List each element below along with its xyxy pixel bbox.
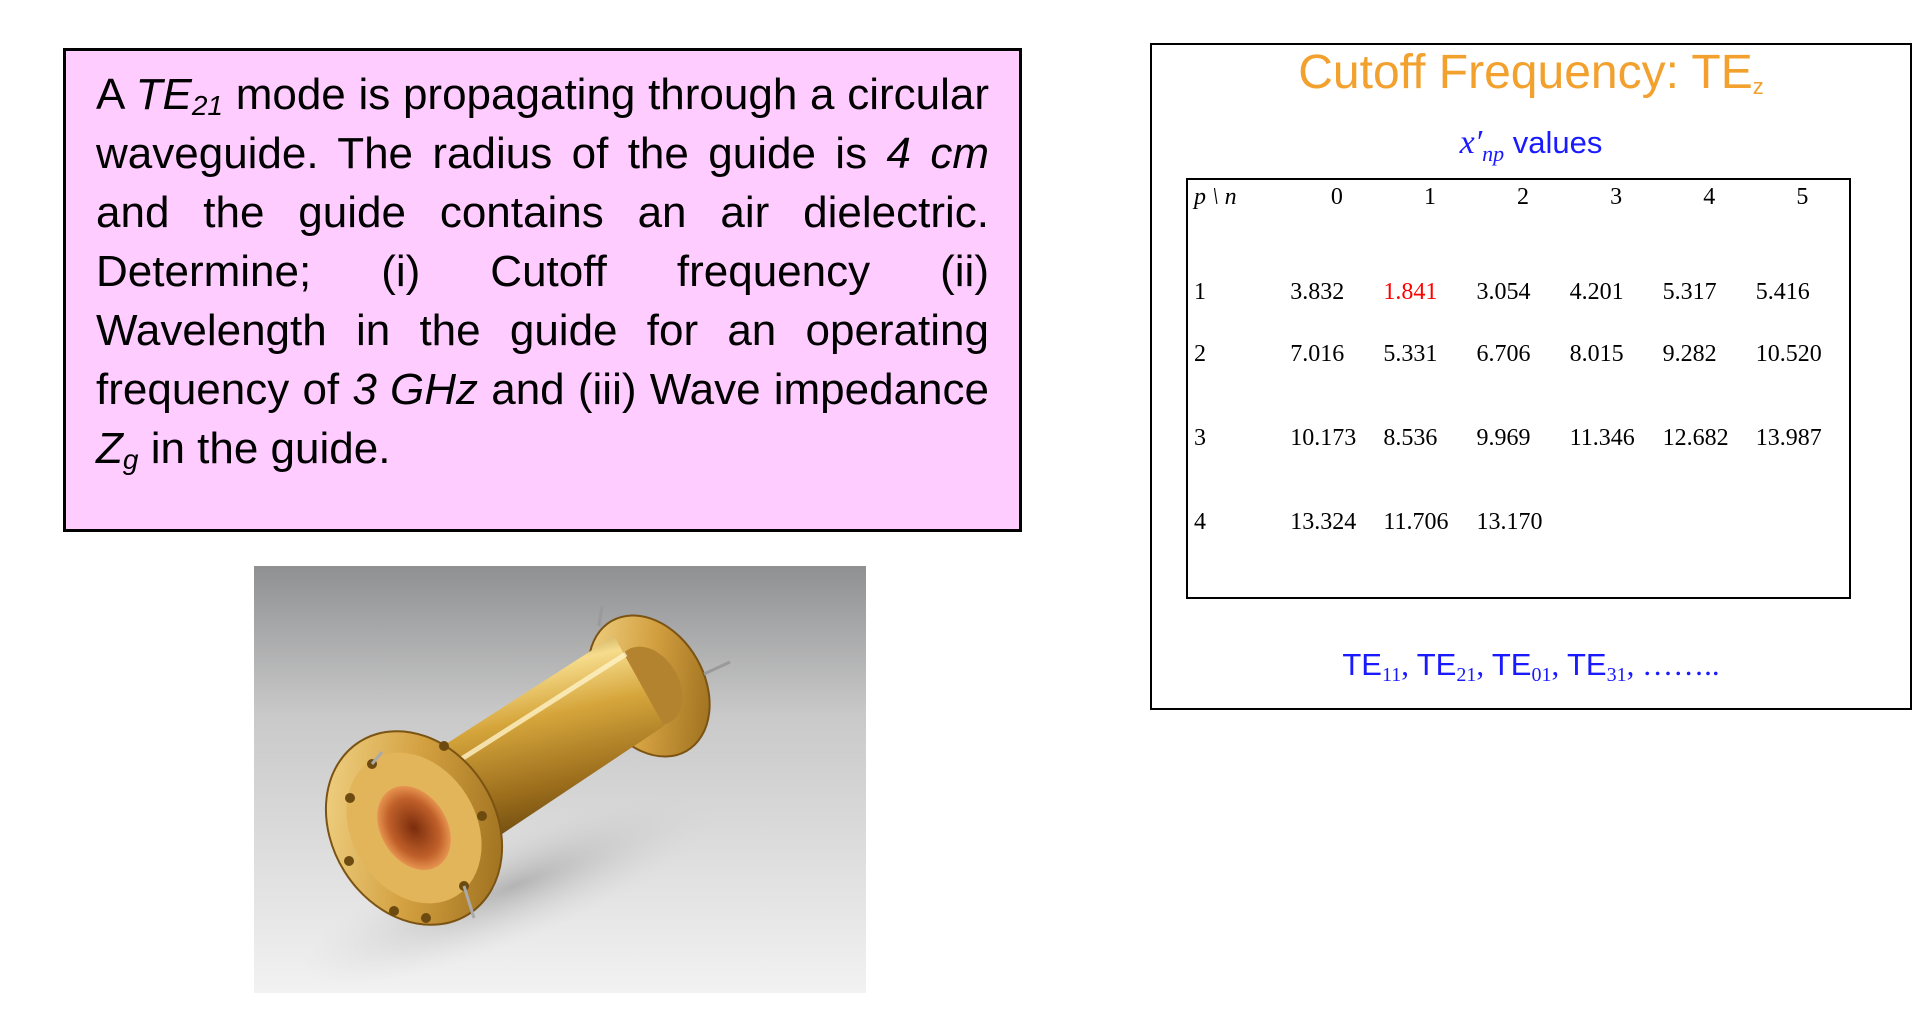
table-cell: 5.331 (1383, 340, 1438, 367)
problem-text-part: and the guide contains an air dielectric. Determine; (i) Cutoff frequency (ii) Wavelength in the guide for an operating frequency of (96, 188, 989, 414)
table-cell: 4.201 (1569, 279, 1624, 305)
table-row (1190, 222, 1849, 312)
table-cell: 9.969 (1476, 424, 1531, 451)
row-header: 4 (1194, 508, 1206, 535)
table-cell: 5.317 (1662, 279, 1717, 305)
impedance-symbol: $Z_g$ (96, 424, 139, 475)
table-cell: 11.346 (1569, 424, 1635, 451)
row-header: 3 (1194, 424, 1206, 451)
table-corner-label: p \ n (1194, 184, 1237, 210)
row-header: 2 (1194, 340, 1206, 367)
xnp-symbol: $x'_{np}$ (1459, 124, 1505, 166)
table-cell: 10.520 (1755, 340, 1822, 367)
table-cell: 13.170 (1476, 508, 1543, 535)
mode-list: $TE_{11}$, $TE_{21}$, $TE_{01}$, $TE_{31}$, …….. (1342, 647, 1720, 686)
table-cell: 13.987 (1755, 424, 1822, 451)
table-cell: 5.416 (1755, 279, 1810, 305)
table-cell: 6.706 (1476, 340, 1531, 367)
table-cell: 9.282 (1662, 340, 1717, 367)
xnp-table-frame (1186, 178, 1851, 599)
table-cell: 7.016 (1290, 340, 1345, 367)
row-header: 1 (1194, 279, 1206, 305)
table-cell (1663, 480, 1756, 564)
mode-symbol: $TE_{21}$ (135, 70, 224, 121)
column-header: 3 (1610, 184, 1623, 210)
table-cell: 13.324 (1290, 508, 1357, 535)
mode-item: $TE_{11}$ (1342, 647, 1402, 686)
table-cell: 11.706 (1383, 508, 1449, 535)
radius-value: 4 cm (886, 129, 989, 178)
frequency-value: 3 GHz (352, 365, 479, 414)
table-cell: 12.682 (1662, 424, 1729, 451)
table-cell: 3.832 (1290, 279, 1345, 305)
slide-title: Cutoff Frequency: $TE_z$ (1298, 46, 1764, 99)
column-header: 5 (1796, 184, 1809, 210)
problem-text (96, 65, 989, 478)
problem-text-part: in the guide. (138, 424, 391, 473)
table-cell (1570, 480, 1663, 564)
mode-item: $TE_{31}$ (1567, 647, 1627, 686)
problem-box (63, 48, 1022, 532)
mode-item: $TE_{01}$ (1491, 647, 1552, 686)
slide-subtitle: $x'_{np}$ values (1459, 124, 1603, 166)
table-cell: 10.173 (1290, 424, 1357, 451)
table-cell: 8.536 (1383, 424, 1438, 451)
problem-text-part: A (96, 70, 136, 119)
column-header: 1 (1423, 184, 1436, 210)
xnp-table (1190, 182, 1849, 564)
mode-item: $TE_{21}$ (1416, 647, 1477, 686)
table-row (1190, 396, 1849, 480)
column-header: 0 (1330, 184, 1343, 210)
table-cell: 3.054 (1476, 279, 1531, 305)
table-row (1190, 312, 1849, 396)
mode-list-ellipsis: …….. (1642, 647, 1720, 682)
table-cell: 8.015 (1569, 340, 1624, 367)
table-row (1190, 480, 1849, 564)
problem-text-part: mode is propagating through a circular waveguide. The radius of the guide is (96, 70, 989, 178)
column-header: 2 (1517, 184, 1530, 210)
table-cell-highlighted: 1.841 (1383, 279, 1438, 305)
table-header-row (1190, 182, 1849, 222)
problem-text-part: and (iii) Wave impedance (478, 365, 989, 414)
cutoff-frequency-slide (1150, 43, 1912, 710)
column-header: 4 (1703, 184, 1716, 210)
table-cell (1756, 480, 1849, 564)
waveguide-photo (254, 566, 866, 993)
